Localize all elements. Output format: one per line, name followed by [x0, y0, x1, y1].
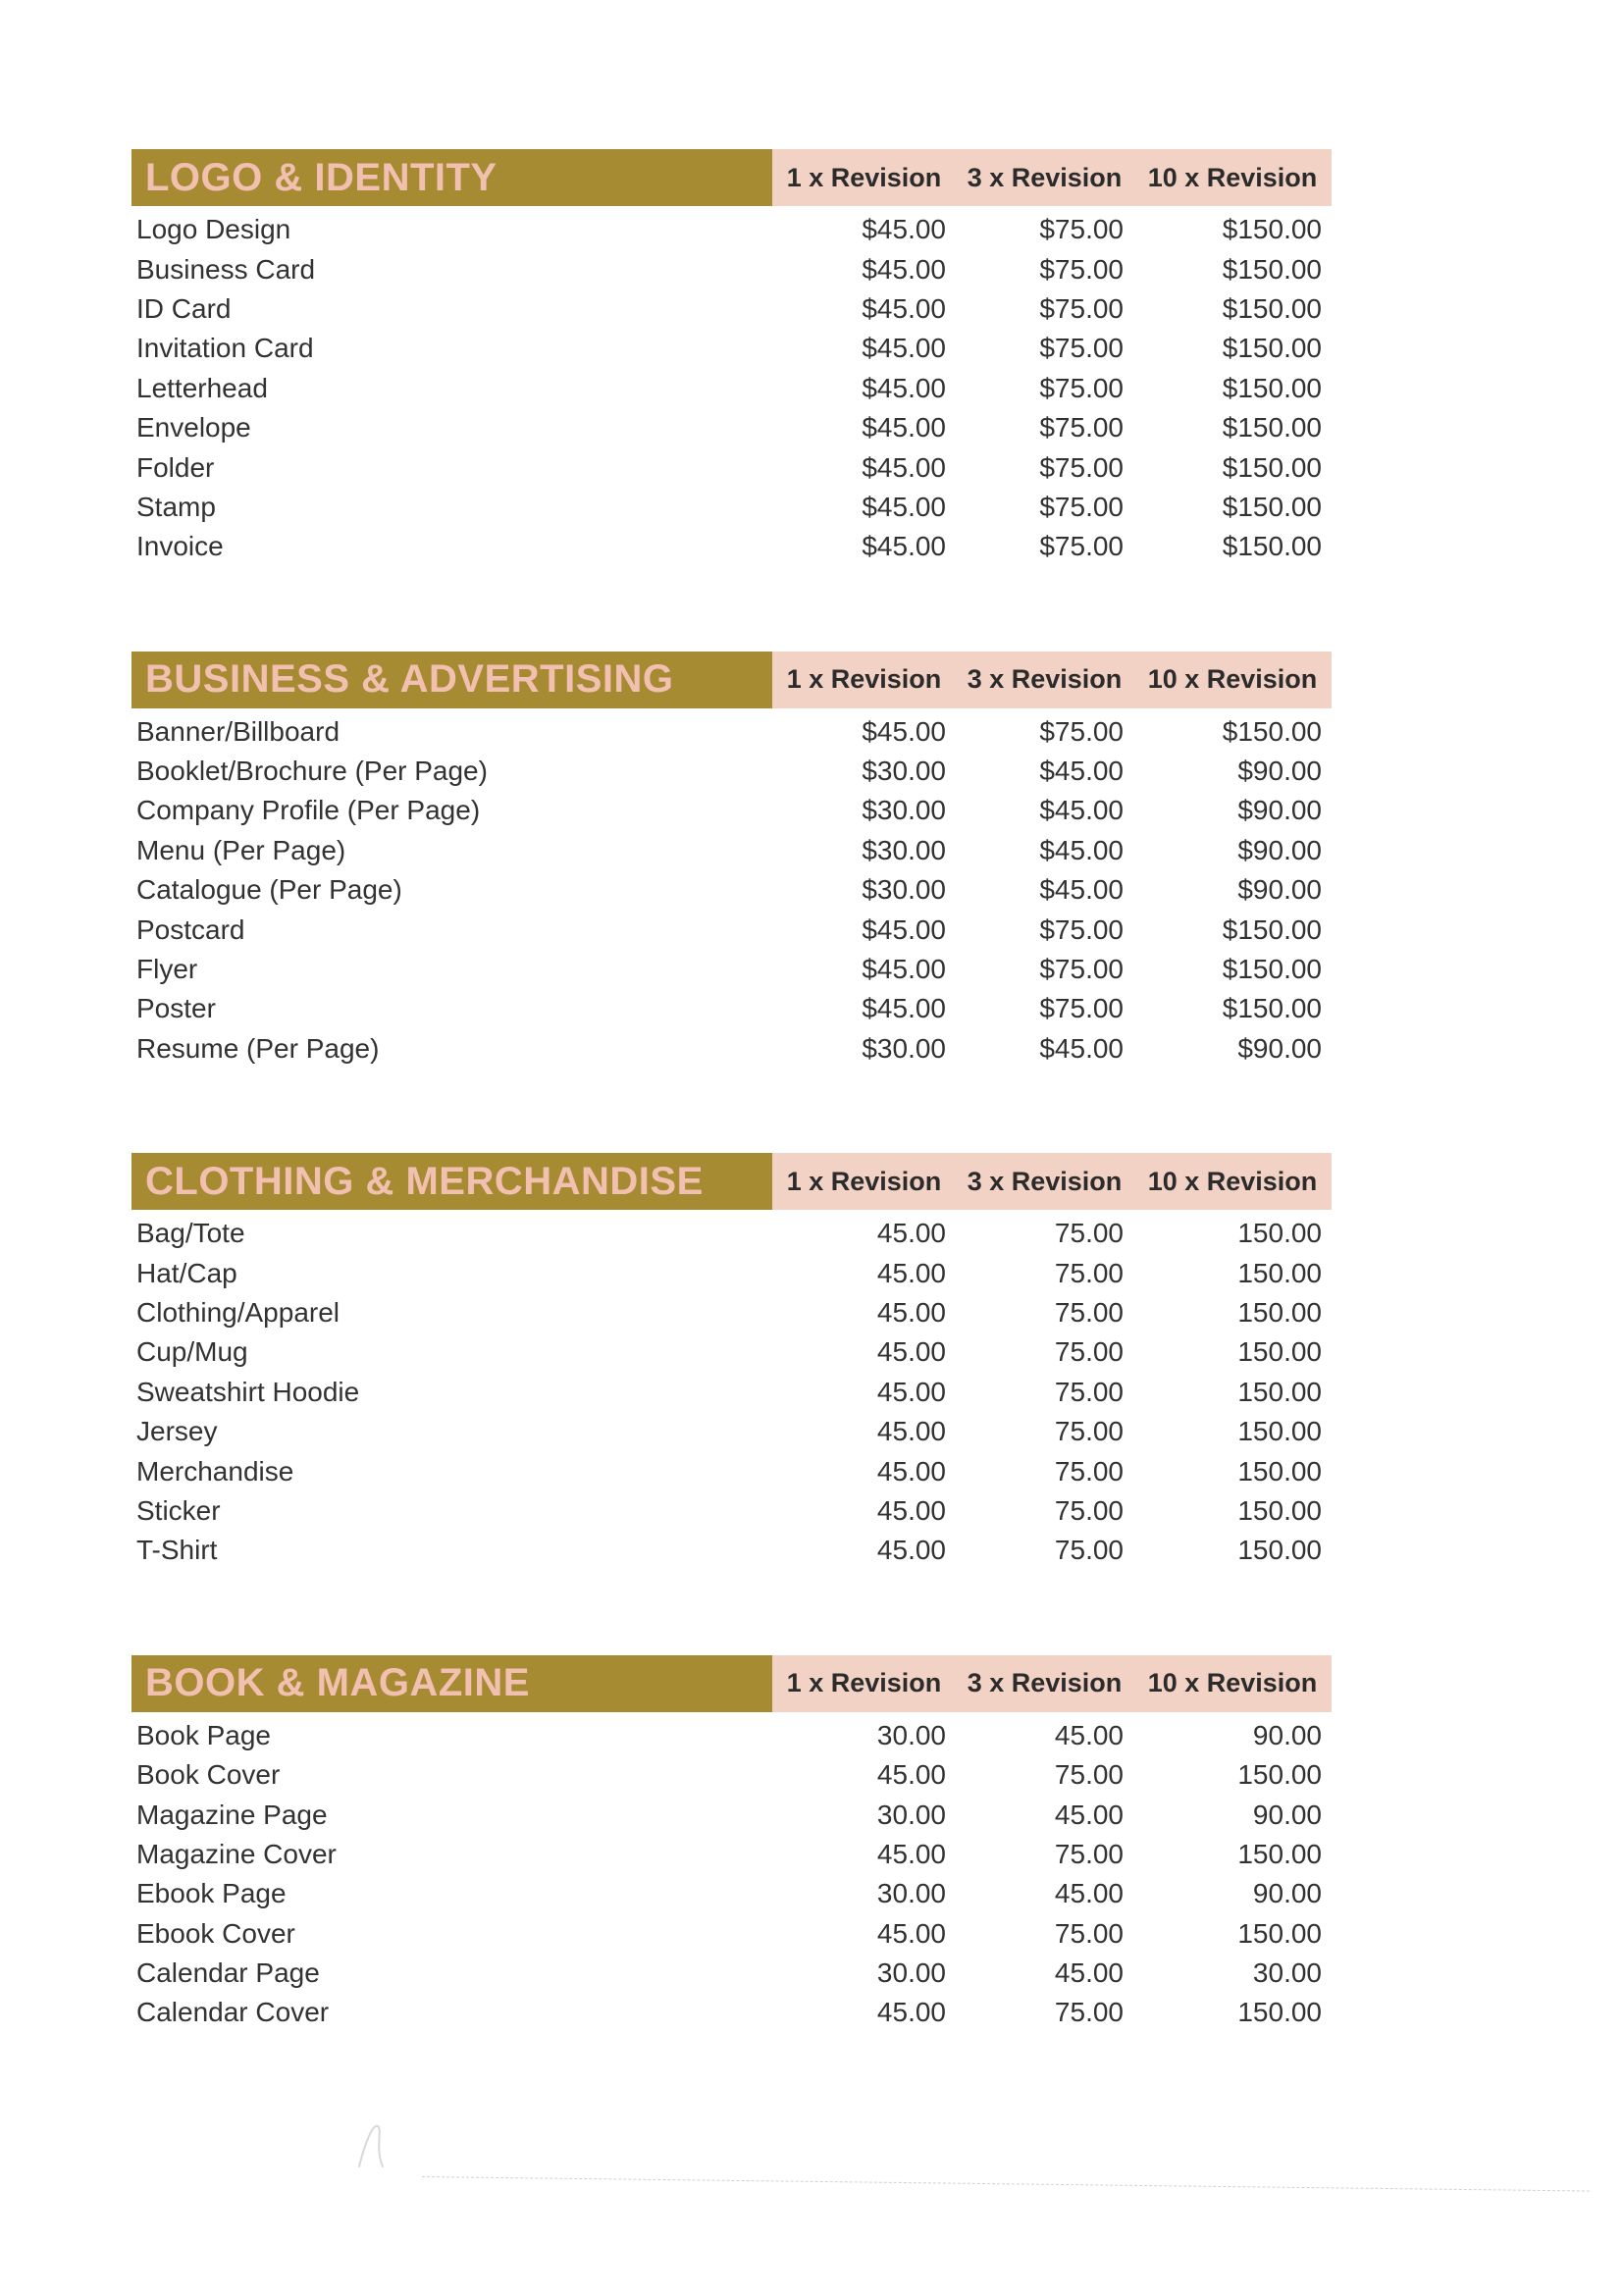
table-row — [131, 1451, 1332, 1490]
price-3x-revision: 75.00 — [1054, 1218, 1124, 1249]
table-row — [131, 831, 1332, 870]
column-header-3x-revision: 3 x Revision — [956, 1153, 1133, 1210]
price-1x-revision: $30.00 — [862, 1032, 946, 1064]
pricing-sections-container — [131, 149, 1332, 2033]
item-label: Logo Design — [136, 214, 291, 245]
price-10x-revision: $150.00 — [1222, 253, 1322, 285]
price-10x-revision: 150.00 — [1237, 1297, 1322, 1328]
item-label: Invoice — [136, 531, 224, 562]
price-3x-revision: 75.00 — [1054, 1416, 1124, 1447]
price-1x-revision: $30.00 — [862, 834, 946, 865]
item-label: Clothing/Apparel — [136, 1297, 340, 1328]
column-header-3x-revision: 3 x Revision — [956, 149, 1133, 206]
section-header-row — [131, 1655, 1332, 1712]
price-10x-revision: $150.00 — [1222, 412, 1322, 444]
table-row — [131, 752, 1332, 791]
price-3x-revision: $75.00 — [1039, 715, 1124, 747]
price-3x-revision: 75.00 — [1054, 1257, 1124, 1288]
price-1x-revision: $45.00 — [862, 451, 946, 483]
price-1x-revision: $45.00 — [862, 715, 946, 747]
price-10x-revision: $150.00 — [1222, 993, 1322, 1024]
price-1x-revision: $30.00 — [862, 756, 946, 787]
item-label: Hat/Cap — [136, 1257, 237, 1288]
item-label: Envelope — [136, 412, 251, 444]
column-header-3x-revision: 3 x Revision — [956, 1655, 1133, 1712]
price-10x-revision: $150.00 — [1222, 333, 1322, 364]
pricing-section — [131, 1655, 1332, 2033]
price-3x-revision: $75.00 — [1039, 913, 1124, 945]
price-10x-revision: $90.00 — [1237, 756, 1322, 787]
price-1x-revision: $45.00 — [862, 954, 946, 985]
item-label: Merchandise — [136, 1455, 294, 1487]
table-row — [131, 1993, 1332, 2032]
price-1x-revision: 45.00 — [876, 1759, 946, 1791]
item-label: Bag/Tote — [136, 1218, 245, 1249]
table-row — [131, 1531, 1332, 1570]
price-3x-revision: $75.00 — [1039, 333, 1124, 364]
scan-artifact-squiggle — [353, 2117, 396, 2172]
table-row — [131, 1835, 1332, 1874]
column-header-1x-revision: 1 x Revision — [772, 149, 956, 206]
column-header-3x-revision: 3 x Revision — [956, 652, 1133, 708]
price-3x-revision: 75.00 — [1054, 1297, 1124, 1328]
price-1x-revision: 45.00 — [876, 1416, 946, 1447]
price-1x-revision: $30.00 — [862, 795, 946, 826]
price-3x-revision: 45.00 — [1054, 1719, 1124, 1750]
table-row — [131, 369, 1332, 408]
item-label: Invitation Card — [136, 333, 314, 364]
price-10x-revision: 150.00 — [1237, 1336, 1322, 1368]
item-label: Calendar Cover — [136, 1997, 330, 2028]
price-3x-revision: $75.00 — [1039, 491, 1124, 522]
price-3x-revision: 75.00 — [1054, 1455, 1124, 1487]
table-row — [131, 1795, 1332, 1834]
price-3x-revision: 75.00 — [1054, 1376, 1124, 1407]
table-row — [131, 1293, 1332, 1332]
price-1x-revision: 45.00 — [876, 1257, 946, 1288]
table-row — [131, 488, 1332, 527]
pricing-section — [131, 1153, 1332, 1571]
price-10x-revision: $150.00 — [1222, 292, 1322, 324]
price-10x-revision: 150.00 — [1237, 1997, 1322, 2028]
price-1x-revision: $45.00 — [862, 292, 946, 324]
column-header-1x-revision: 1 x Revision — [772, 652, 956, 708]
price-10x-revision: $90.00 — [1237, 795, 1322, 826]
item-label: Magazine Cover — [136, 1838, 337, 1869]
price-10x-revision: $90.00 — [1237, 874, 1322, 906]
price-3x-revision: $45.00 — [1039, 1032, 1124, 1064]
table-row — [131, 712, 1332, 752]
item-label: Menu (Per Page) — [136, 834, 346, 865]
section-title-bar — [131, 652, 772, 708]
table-row — [131, 950, 1332, 989]
price-3x-revision: $75.00 — [1039, 412, 1124, 444]
price-1x-revision: 45.00 — [876, 1297, 946, 1328]
section-rows — [131, 210, 1332, 567]
price-1x-revision: $45.00 — [862, 333, 946, 364]
table-row — [131, 1029, 1332, 1069]
item-label: Folder — [136, 451, 215, 483]
table-row — [131, 1874, 1332, 1913]
item-label: Sticker — [136, 1494, 221, 1526]
price-1x-revision: $45.00 — [862, 253, 946, 285]
price-10x-revision: $150.00 — [1222, 491, 1322, 522]
price-3x-revision: $75.00 — [1039, 292, 1124, 324]
table-row — [131, 210, 1332, 249]
table-row — [131, 1332, 1332, 1372]
item-label: T-Shirt — [136, 1535, 218, 1566]
section-rows — [131, 1716, 1332, 2033]
item-label: Business Card — [136, 253, 316, 285]
table-row — [131, 1373, 1332, 1412]
price-1x-revision: 30.00 — [876, 1957, 946, 1989]
price-1x-revision: 45.00 — [876, 1218, 946, 1249]
item-label: Poster — [136, 993, 216, 1024]
price-3x-revision: 75.00 — [1054, 1336, 1124, 1368]
price-10x-revision: 150.00 — [1237, 1759, 1322, 1791]
price-1x-revision: $30.00 — [862, 874, 946, 906]
section-title: LOGO & IDENTITY — [145, 155, 497, 199]
item-label: Booklet/Brochure (Per Page) — [136, 756, 488, 787]
section-title-bar — [131, 1153, 772, 1210]
pricing-section — [131, 149, 1332, 567]
table-row — [131, 791, 1332, 830]
price-10x-revision: 150.00 — [1237, 1376, 1322, 1407]
price-3x-revision: 75.00 — [1054, 1494, 1124, 1526]
price-10x-revision: 150.00 — [1237, 1455, 1322, 1487]
price-3x-revision: 45.00 — [1054, 1957, 1124, 1989]
table-row — [131, 447, 1332, 487]
price-1x-revision: 45.00 — [876, 1494, 946, 1526]
price-3x-revision: $75.00 — [1039, 372, 1124, 403]
price-3x-revision: $75.00 — [1039, 531, 1124, 562]
table-row — [131, 1214, 1332, 1253]
table-row — [131, 1755, 1332, 1795]
price-1x-revision: 45.00 — [876, 1336, 946, 1368]
price-10x-revision: 90.00 — [1252, 1799, 1322, 1830]
pricing-section — [131, 652, 1332, 1070]
scan-artifact-noise-line — [422, 2176, 1590, 2192]
price-10x-revision: $90.00 — [1237, 834, 1322, 865]
price-3x-revision: $45.00 — [1039, 834, 1124, 865]
section-title-bar — [131, 1655, 772, 1712]
price-1x-revision: $45.00 — [862, 993, 946, 1024]
column-header-1x-revision: 1 x Revision — [772, 1655, 956, 1712]
section-rows — [131, 712, 1332, 1070]
price-10x-revision: $150.00 — [1222, 372, 1322, 403]
price-3x-revision: 75.00 — [1054, 1917, 1124, 1949]
table-row — [131, 910, 1332, 949]
price-10x-revision: 150.00 — [1237, 1838, 1322, 1869]
table-row — [131, 989, 1332, 1028]
price-3x-revision: $75.00 — [1039, 253, 1124, 285]
price-10x-revision: $150.00 — [1222, 451, 1322, 483]
price-10x-revision: 30.00 — [1252, 1957, 1322, 1989]
price-3x-revision: $75.00 — [1039, 993, 1124, 1024]
table-row — [131, 1716, 1332, 1755]
price-3x-revision: $75.00 — [1039, 954, 1124, 985]
price-1x-revision: 45.00 — [876, 1838, 946, 1869]
table-row — [131, 527, 1332, 566]
table-row — [131, 289, 1332, 329]
table-row — [131, 1253, 1332, 1292]
column-header-10x-revision: 10 x Revision — [1133, 149, 1332, 206]
price-1x-revision: $45.00 — [862, 372, 946, 403]
price-3x-revision: $75.00 — [1039, 451, 1124, 483]
price-10x-revision: 150.00 — [1237, 1494, 1322, 1526]
price-1x-revision: $45.00 — [862, 531, 946, 562]
price-10x-revision: $150.00 — [1222, 913, 1322, 945]
price-10x-revision: $150.00 — [1222, 214, 1322, 245]
item-label: Catalogue (Per Page) — [136, 874, 402, 906]
price-3x-revision: $45.00 — [1039, 874, 1124, 906]
item-label: Stamp — [136, 491, 216, 522]
section-rows — [131, 1214, 1332, 1571]
item-label: Resume (Per Page) — [136, 1032, 380, 1064]
item-label: Magazine Page — [136, 1799, 328, 1830]
price-10x-revision: 150.00 — [1237, 1535, 1322, 1566]
item-label: Letterhead — [136, 372, 268, 403]
price-3x-revision: 75.00 — [1054, 1838, 1124, 1869]
price-1x-revision: 45.00 — [876, 1917, 946, 1949]
column-header-10x-revision: 10 x Revision — [1133, 1153, 1332, 1210]
section-title: CLOTHING & MERCHANDISE — [145, 1159, 704, 1203]
price-10x-revision: 90.00 — [1252, 1878, 1322, 1909]
price-1x-revision: 45.00 — [876, 1997, 946, 2028]
table-row — [131, 1954, 1332, 1993]
price-1x-revision: 45.00 — [876, 1535, 946, 1566]
table-row — [131, 1914, 1332, 1954]
column-header-1x-revision: 1 x Revision — [772, 1153, 956, 1210]
price-10x-revision: 150.00 — [1237, 1218, 1322, 1249]
price-3x-revision: $75.00 — [1039, 214, 1124, 245]
price-10x-revision: 90.00 — [1252, 1719, 1322, 1750]
item-label: Jersey — [136, 1416, 218, 1447]
item-label: Ebook Cover — [136, 1917, 295, 1949]
price-1x-revision: 30.00 — [876, 1878, 946, 1909]
price-3x-revision: 75.00 — [1054, 1997, 1124, 2028]
price-1x-revision: 45.00 — [876, 1455, 946, 1487]
item-label: Company Profile (Per Page) — [136, 795, 481, 826]
item-label: Cup/Mug — [136, 1336, 248, 1368]
price-1x-revision: 30.00 — [876, 1799, 946, 1830]
price-1x-revision: $45.00 — [862, 214, 946, 245]
price-3x-revision: 45.00 — [1054, 1799, 1124, 1830]
item-label: Book Cover — [136, 1759, 281, 1791]
price-3x-revision: 75.00 — [1054, 1759, 1124, 1791]
price-3x-revision: 75.00 — [1054, 1535, 1124, 1566]
table-row — [131, 249, 1332, 288]
price-1x-revision: $45.00 — [862, 913, 946, 945]
section-header-row — [131, 652, 1332, 708]
table-row — [131, 329, 1332, 368]
item-label: ID Card — [136, 292, 232, 324]
table-row — [131, 870, 1332, 910]
price-10x-revision: $150.00 — [1222, 954, 1322, 985]
table-row — [131, 1491, 1332, 1531]
price-1x-revision: $45.00 — [862, 412, 946, 444]
item-label: Calendar Page — [136, 1957, 320, 1989]
item-label: Banner/Billboard — [136, 715, 340, 747]
table-row — [131, 1412, 1332, 1451]
item-label: Flyer — [136, 954, 198, 985]
price-1x-revision: 30.00 — [876, 1719, 946, 1750]
price-10x-revision: $150.00 — [1222, 715, 1322, 747]
section-title: BOOK & MAGAZINE — [145, 1661, 530, 1705]
column-header-10x-revision: 10 x Revision — [1133, 652, 1332, 708]
section-title: BUSINESS & ADVERTISING — [145, 657, 674, 702]
price-10x-revision: 150.00 — [1237, 1917, 1322, 1949]
price-10x-revision: $90.00 — [1237, 1032, 1322, 1064]
section-header-row — [131, 1153, 1332, 1210]
price-10x-revision: 150.00 — [1237, 1257, 1322, 1288]
item-label: Book Page — [136, 1719, 271, 1750]
price-3x-revision: 45.00 — [1054, 1878, 1124, 1909]
price-3x-revision: $45.00 — [1039, 756, 1124, 787]
item-label: Postcard — [136, 913, 245, 945]
price-10x-revision: 150.00 — [1237, 1416, 1322, 1447]
price-10x-revision: $150.00 — [1222, 531, 1322, 562]
section-title-bar — [131, 149, 772, 206]
section-header-row — [131, 149, 1332, 206]
item-label: Ebook Page — [136, 1878, 287, 1909]
item-label: Sweatshirt Hoodie — [136, 1376, 360, 1407]
price-1x-revision: $45.00 — [862, 491, 946, 522]
price-3x-revision: $45.00 — [1039, 795, 1124, 826]
table-row — [131, 408, 1332, 447]
price-1x-revision: 45.00 — [876, 1376, 946, 1407]
column-header-10x-revision: 10 x Revision — [1133, 1655, 1332, 1712]
